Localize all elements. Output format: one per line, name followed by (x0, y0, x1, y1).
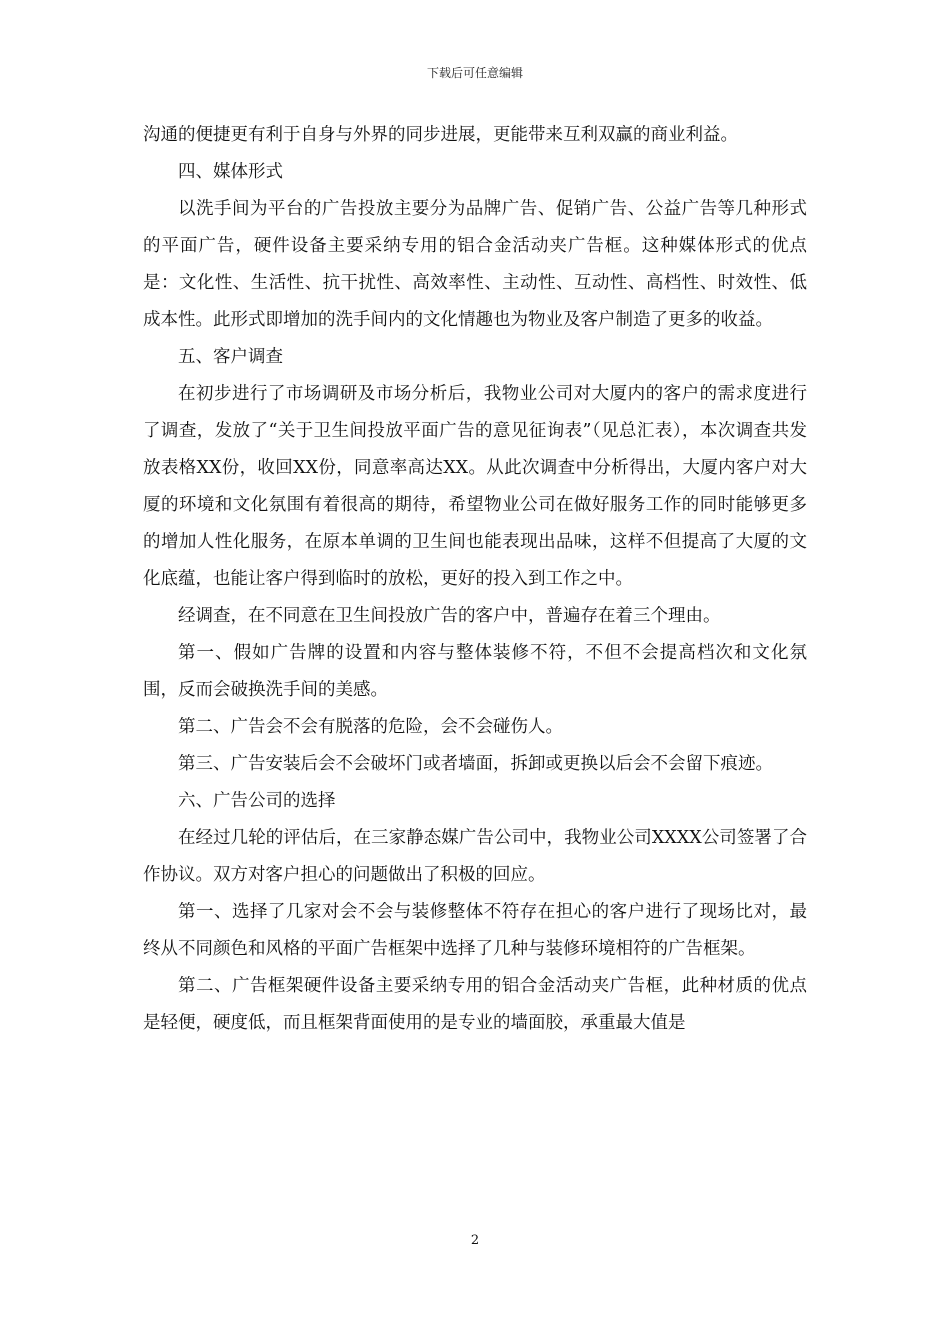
paragraph: 第二、广告框架硬件设备主要采纳专用的铝合金活动夹广告框，此种材质的优点是轻便，硬度低，而且框架背面使用的是专业的墙面胶，承重最大值是 (143, 976, 807, 1033)
paragraph: 在初步进行了市场调研及市场分析后，我物业公司对大厦内的客户的需求度进行了调查，发放了“关于卫生间投放平面广告的意见征询表”（见总汇表），本次调查共发放表格XX份，收回XX份，同意率高达XX。从此次调查中分析得出，大厦内客户对大厦的环境和文化氛围有着很高的期待，希望物业公司在做好服务工作的同时能够更多的增加人性化服务，在原本单调的卫生间也能表现出品味，这样不但提高了大厦的文化底蕴，也能让客户得到临时的放松，更好的投入到工作之中。 (143, 384, 807, 589)
paragraph: 沟通的便捷更有利于自身与外界的同步进展，更能带来互利双赢的商业利益。 (143, 125, 738, 145)
section-heading: 五、客户调查 (178, 347, 283, 367)
section-heading: 六、广告公司的选择 (178, 791, 336, 811)
paragraph: 第二、广告会不会有脱落的危险，会不会碰伤人。 (178, 717, 563, 737)
paragraph: 在经过几轮的评估后，在三家静态媒广告公司中，我物业公司XXXX公司签署了合作协议。双方对客户担心的问题做出了积极的回应。 (143, 828, 807, 885)
document-body (143, 117, 807, 1042)
page-header-note: 下载后可任意编辑 (426, 66, 523, 80)
paragraph: 第三、广告安装后会不会破坏门或者墙面，拆卸或更换以后会不会留下痕迹。 (178, 754, 773, 774)
paragraph: 第一、选择了几家对会不会与装修整体不符存在担心的客户进行了现场比对，最终从不同颜色和风格的平面广告框架中选择了几种与装修环境相符的广告框架。 (143, 902, 807, 959)
paragraph: 以洗手间为平台的广告投放主要分为品牌广告、促销广告、公益广告等几种形式的平面广告，硬件设备主要采纳专用的铝合金活动夹广告框。这种媒体形式的优点是：文化性、生活性、抗干扰性、高效率性、主动性、互动性、高档性、时效性、低成本性。此形式即增加的洗手间内的文化情趣也为物业及客户制造了更多的收益。 (143, 199, 807, 330)
section-heading: 四、媒体形式 (178, 162, 283, 182)
page-number: 2 (470, 1233, 480, 1248)
paragraph: 第一、假如广告牌的设置和内容与整体装修不符，不但不会提高档次和文化氛围，反而会破换洗手间的美感。 (143, 643, 807, 700)
paragraph: 经调查，在不同意在卫生间投放广告的客户中，普遍存在着三个理由。 (178, 606, 721, 626)
